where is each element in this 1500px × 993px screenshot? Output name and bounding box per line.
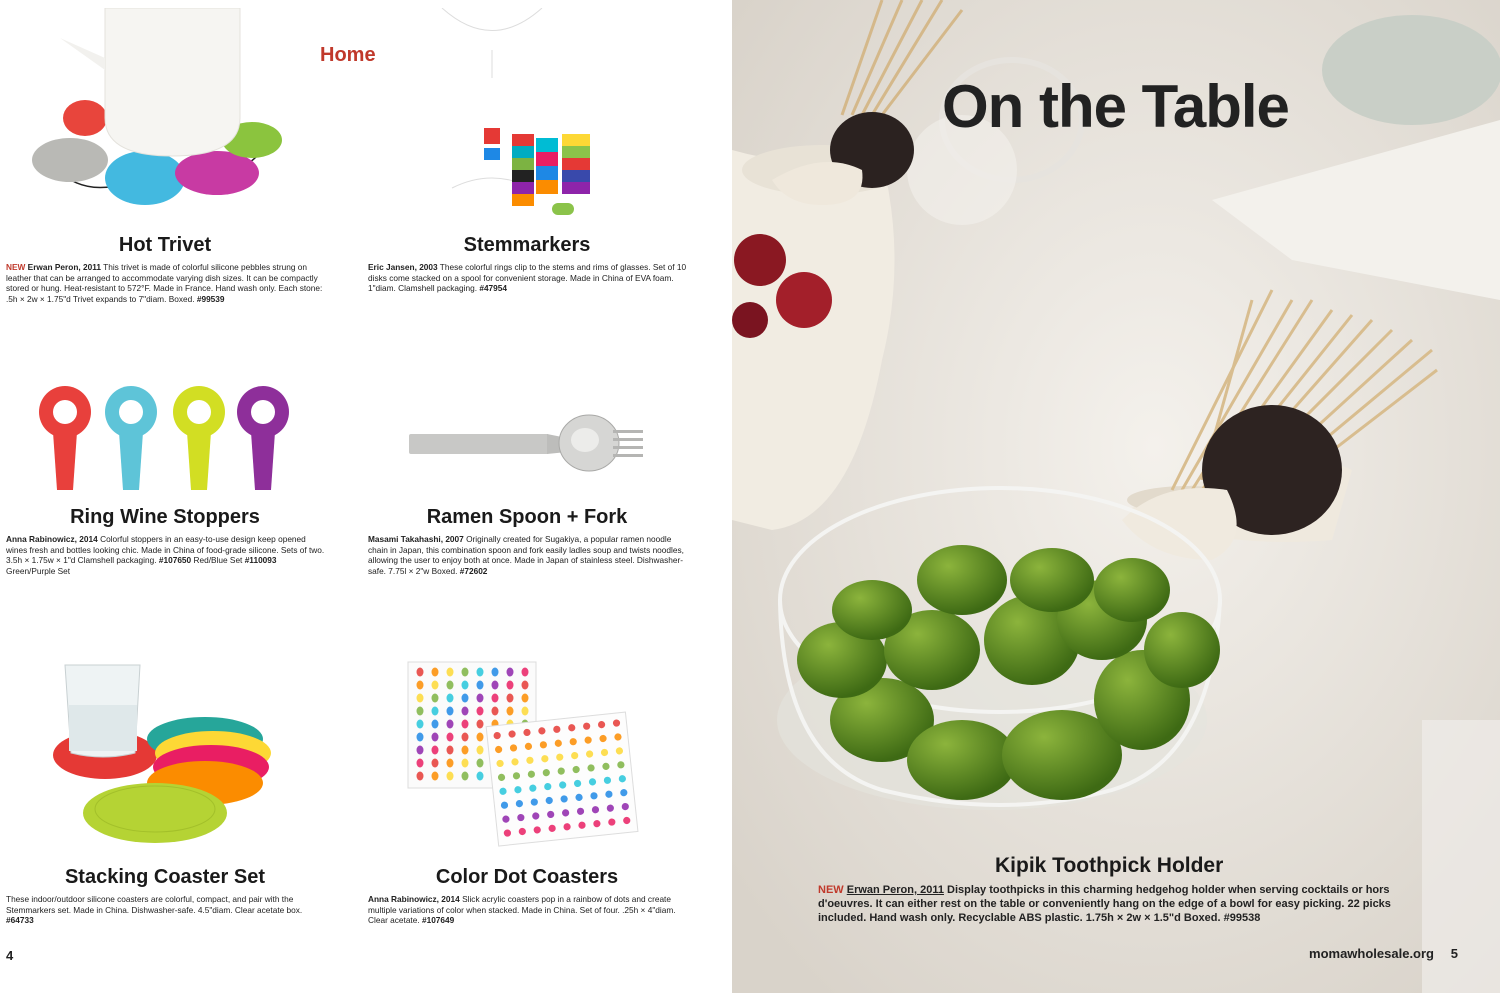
product-description bbox=[818, 883, 1418, 925]
product-ramen-spoon-fork bbox=[362, 370, 692, 600]
product-description bbox=[368, 534, 688, 576]
sku: #99539 bbox=[196, 293, 225, 304]
page-title: On the Table bbox=[942, 73, 1289, 140]
table-photo bbox=[732, 0, 1500, 993]
product-ring-wine-stoppers bbox=[0, 370, 330, 600]
sku: #64733 bbox=[6, 915, 34, 926]
product-title: Color Dot Coasters bbox=[435, 866, 619, 888]
section-label: Home bbox=[320, 44, 376, 66]
sku: #99538 bbox=[1223, 912, 1261, 924]
product-description bbox=[6, 534, 326, 576]
sku: #107650 bbox=[158, 555, 192, 566]
product-stemmarkers bbox=[362, 0, 692, 310]
description-text: Slick acrylic coasters pop in a rainbow of dots and create multiple variations of color when stacked. Made in China. Set of four. .25h × 4"diam. Clear acetate. bbox=[368, 894, 676, 926]
website-link[interactable]: momawholesale.org bbox=[1309, 946, 1434, 961]
new-badge: NEW bbox=[6, 262, 26, 272]
product-description bbox=[368, 262, 688, 294]
sku: #72602 bbox=[459, 565, 488, 576]
right-page bbox=[732, 0, 1500, 993]
description-text: These indoor/outdoor silicone coasters are colorful, compact, and pair with the Stemmarkers set. Made in China. Dishwasher-safe. 4.5"diam. Clear acetate box. bbox=[6, 894, 303, 915]
left-page bbox=[0, 0, 732, 993]
sku: #47954 bbox=[479, 283, 508, 294]
description-text: Originally created for Sugakiya, a popular ramen noodle chain in Japan, this combination spoon and fork easily ladles soup and twists noodles, allowing the user to enjoy both at once. Made in Japan of stainless steel. Dishwasher-safe. 7.75l × 2"w Boxed. bbox=[368, 534, 684, 576]
hot-trivet-image bbox=[20, 8, 300, 218]
description-text: Red/Blue Set bbox=[191, 555, 245, 566]
designer: Anna Rabinowicz, 2014 bbox=[6, 534, 98, 544]
designer: Erwan Peron, 2011 bbox=[846, 884, 944, 896]
sku: #110093 bbox=[244, 555, 277, 566]
product-title: Stemmarkers bbox=[463, 234, 591, 256]
product-title: Stacking Coaster Set bbox=[64, 866, 266, 888]
product-title: Ring Wine Stoppers bbox=[70, 506, 260, 528]
page-number: 4 bbox=[6, 948, 14, 963]
stemmarkers-image bbox=[432, 8, 632, 218]
ramen-spoon-image bbox=[407, 410, 647, 480]
wine-stoppers-image bbox=[35, 382, 295, 492]
description-text: This trivet is made of colorful silicone pebbles strung on leather that can be arranged to accommodate varying dish sizes. It can be compactly stored or hung. Heat-resistant to 572°F. Made in France. Hand wash only. Each stone: .5h × 2w × 1.75"d Trivet expands to 7"diam. Boxed. bbox=[6, 262, 323, 304]
designer: Masami Takahashi, 2007 bbox=[368, 534, 464, 544]
sku: #107649 bbox=[421, 915, 455, 926]
stacking-coaster-image bbox=[45, 655, 285, 855]
designer: Erwan Peron, 2011 bbox=[27, 262, 101, 272]
product-description bbox=[6, 894, 326, 926]
color-dot-coasters-image bbox=[402, 658, 652, 848]
product-title: Hot Trivet bbox=[118, 234, 212, 256]
description-text: These colorful rings clip to the stems and rims of glasses. Set of 10 disks come stacked on a spool for convenient storage. Made in China of EVA foam. 1"diam. Clamshell packaging. bbox=[368, 262, 687, 294]
designer: Eric Jansen, 2003 bbox=[368, 262, 438, 272]
product-stacking-coaster-set bbox=[0, 650, 330, 940]
product-title: Ramen Spoon + Fork bbox=[426, 506, 628, 528]
product-description bbox=[6, 262, 326, 304]
description-text: Display toothpicks in this charming hedgehog holder when serving cocktails or hors d'oeuvres. It can either rest on the table or conveniently hang on the edge of a bowl for easy picking. 22 picks included. Hand wash only. Recyclable ABS plastic. 1.75h × 2w × 1.5"d Boxed. bbox=[818, 884, 1391, 924]
page-number: 5 bbox=[1450, 946, 1458, 961]
product-description bbox=[368, 894, 688, 926]
description-text: Green/Purple Set bbox=[6, 565, 71, 576]
product-color-dot-coasters bbox=[362, 650, 692, 940]
product-hot-trivet bbox=[0, 0, 330, 310]
description-text: Colorful stoppers in an easy-to-use design keep opened wines fresh and bottles looking chic. Made in China of food-grade silicone. Sets of two. 3.5h × 1.75w × 1"d Clamshell packaging. bbox=[6, 534, 325, 566]
product-title: Kipik Toothpick Holder bbox=[995, 854, 1224, 877]
designer: Anna Rabinowicz, 2014 bbox=[368, 894, 460, 904]
new-badge: NEW bbox=[818, 884, 844, 896]
